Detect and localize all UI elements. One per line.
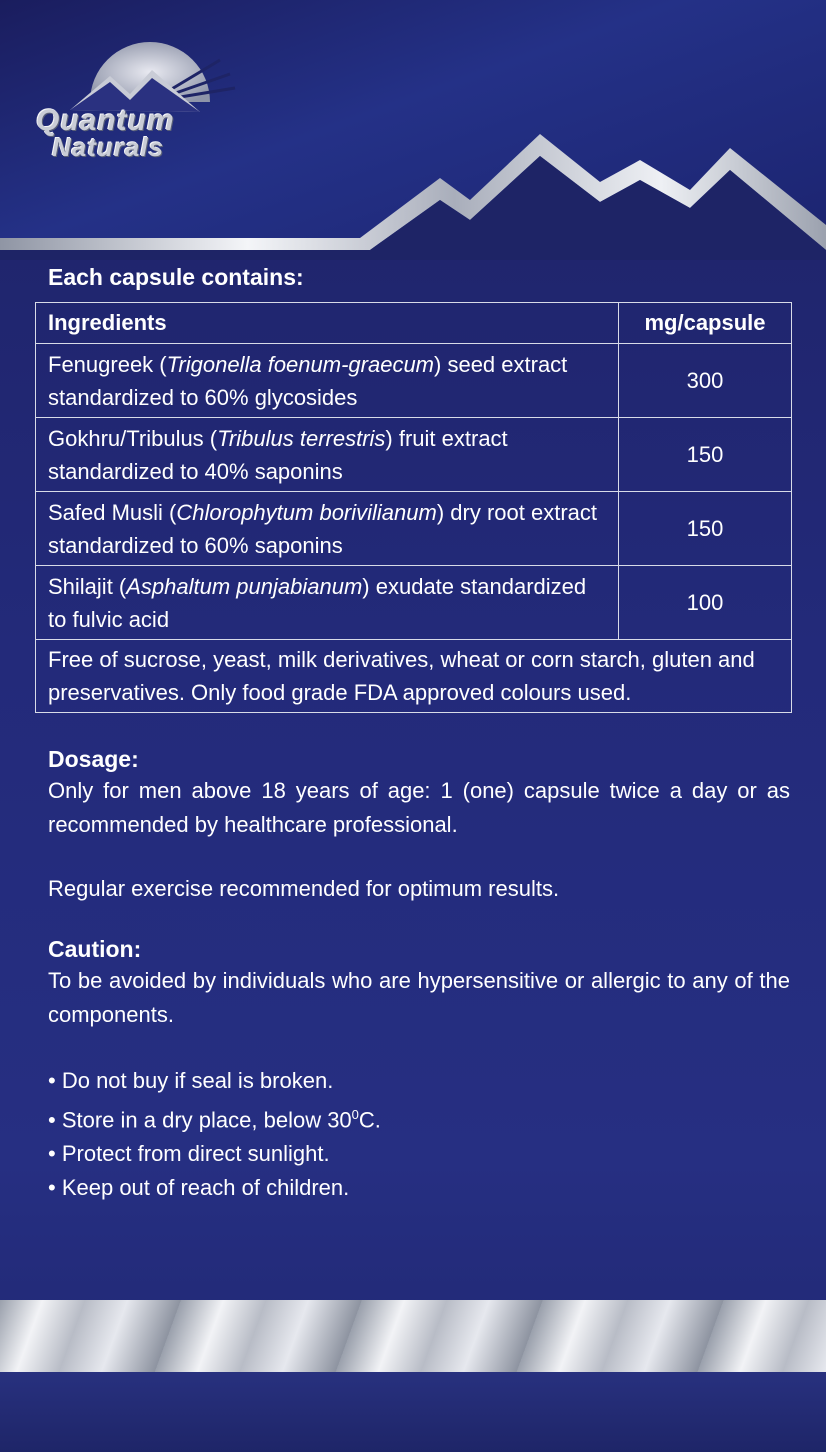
list-item: • Keep out of reach of children.: [48, 1175, 350, 1201]
ingredient-amount: 300: [619, 344, 792, 418]
storage-bullet-list: [48, 1064, 381, 1205]
ingredient-name: Fenugreek (Trigonella foenum-graecum) seed extract standardized to 60% glycosides: [36, 344, 619, 418]
caution-title: Caution:: [48, 936, 142, 962]
ingredient-amount: 100: [619, 566, 792, 640]
table-row: [36, 566, 792, 640]
ingredient-name: Gokhru/Tribulus (Tribulus terrestris) fruit extract standardized to 40% saponins: [36, 418, 619, 492]
ingredient-name: Shilajit (Asphaltum punjabianum) exudate standardized to fulvic acid: [36, 566, 619, 640]
table-note-row: [36, 640, 792, 713]
column-header-amount: mg/capsule: [619, 303, 792, 344]
dosage-title: Dosage:: [48, 746, 139, 772]
brand-name-line2: Naturals: [52, 132, 165, 162]
list-item: • Store in a dry place, below $30^0C$.: [48, 1107, 381, 1133]
exercise-text: Regular exercise recommended for optimum results.: [48, 876, 560, 901]
footer-bar: [0, 1372, 826, 1452]
column-header-ingredients: Ingredients: [36, 303, 619, 344]
table-row: [36, 492, 792, 566]
ingredients-table: [35, 302, 792, 713]
table-header-row: [36, 303, 792, 344]
brand-name-line1: Quantum: [36, 104, 175, 137]
ingredient-amount: 150: [619, 418, 792, 492]
table-caption: Each capsule contains:: [48, 264, 304, 290]
table-note: Free of sucrose, yeast, milk derivatives, wheat or corn starch, gluten and preservatives. Only food grade FDA approved colours used.: [36, 640, 792, 713]
ingredient-amount: 150: [619, 492, 792, 566]
silver-stripe-band: [0, 1300, 826, 1372]
dosage-text: Only for men above 18 years of age: 1 (one) capsule twice a day or as recommended by healthcare professional.: [48, 778, 790, 837]
list-item: • Protect from direct sunlight.: [48, 1141, 330, 1167]
list-item: • Do not buy if seal is broken.: [48, 1068, 334, 1093]
caution-text: To be avoided by individuals who are hypersensitive or allergic to any of the components.: [48, 968, 790, 1027]
table-row: [36, 418, 792, 492]
ingredient-name: Safed Musli (Chlorophytum borivilianum) dry root extract standardized to 60% saponins: [36, 492, 619, 566]
table-row: [36, 344, 792, 418]
